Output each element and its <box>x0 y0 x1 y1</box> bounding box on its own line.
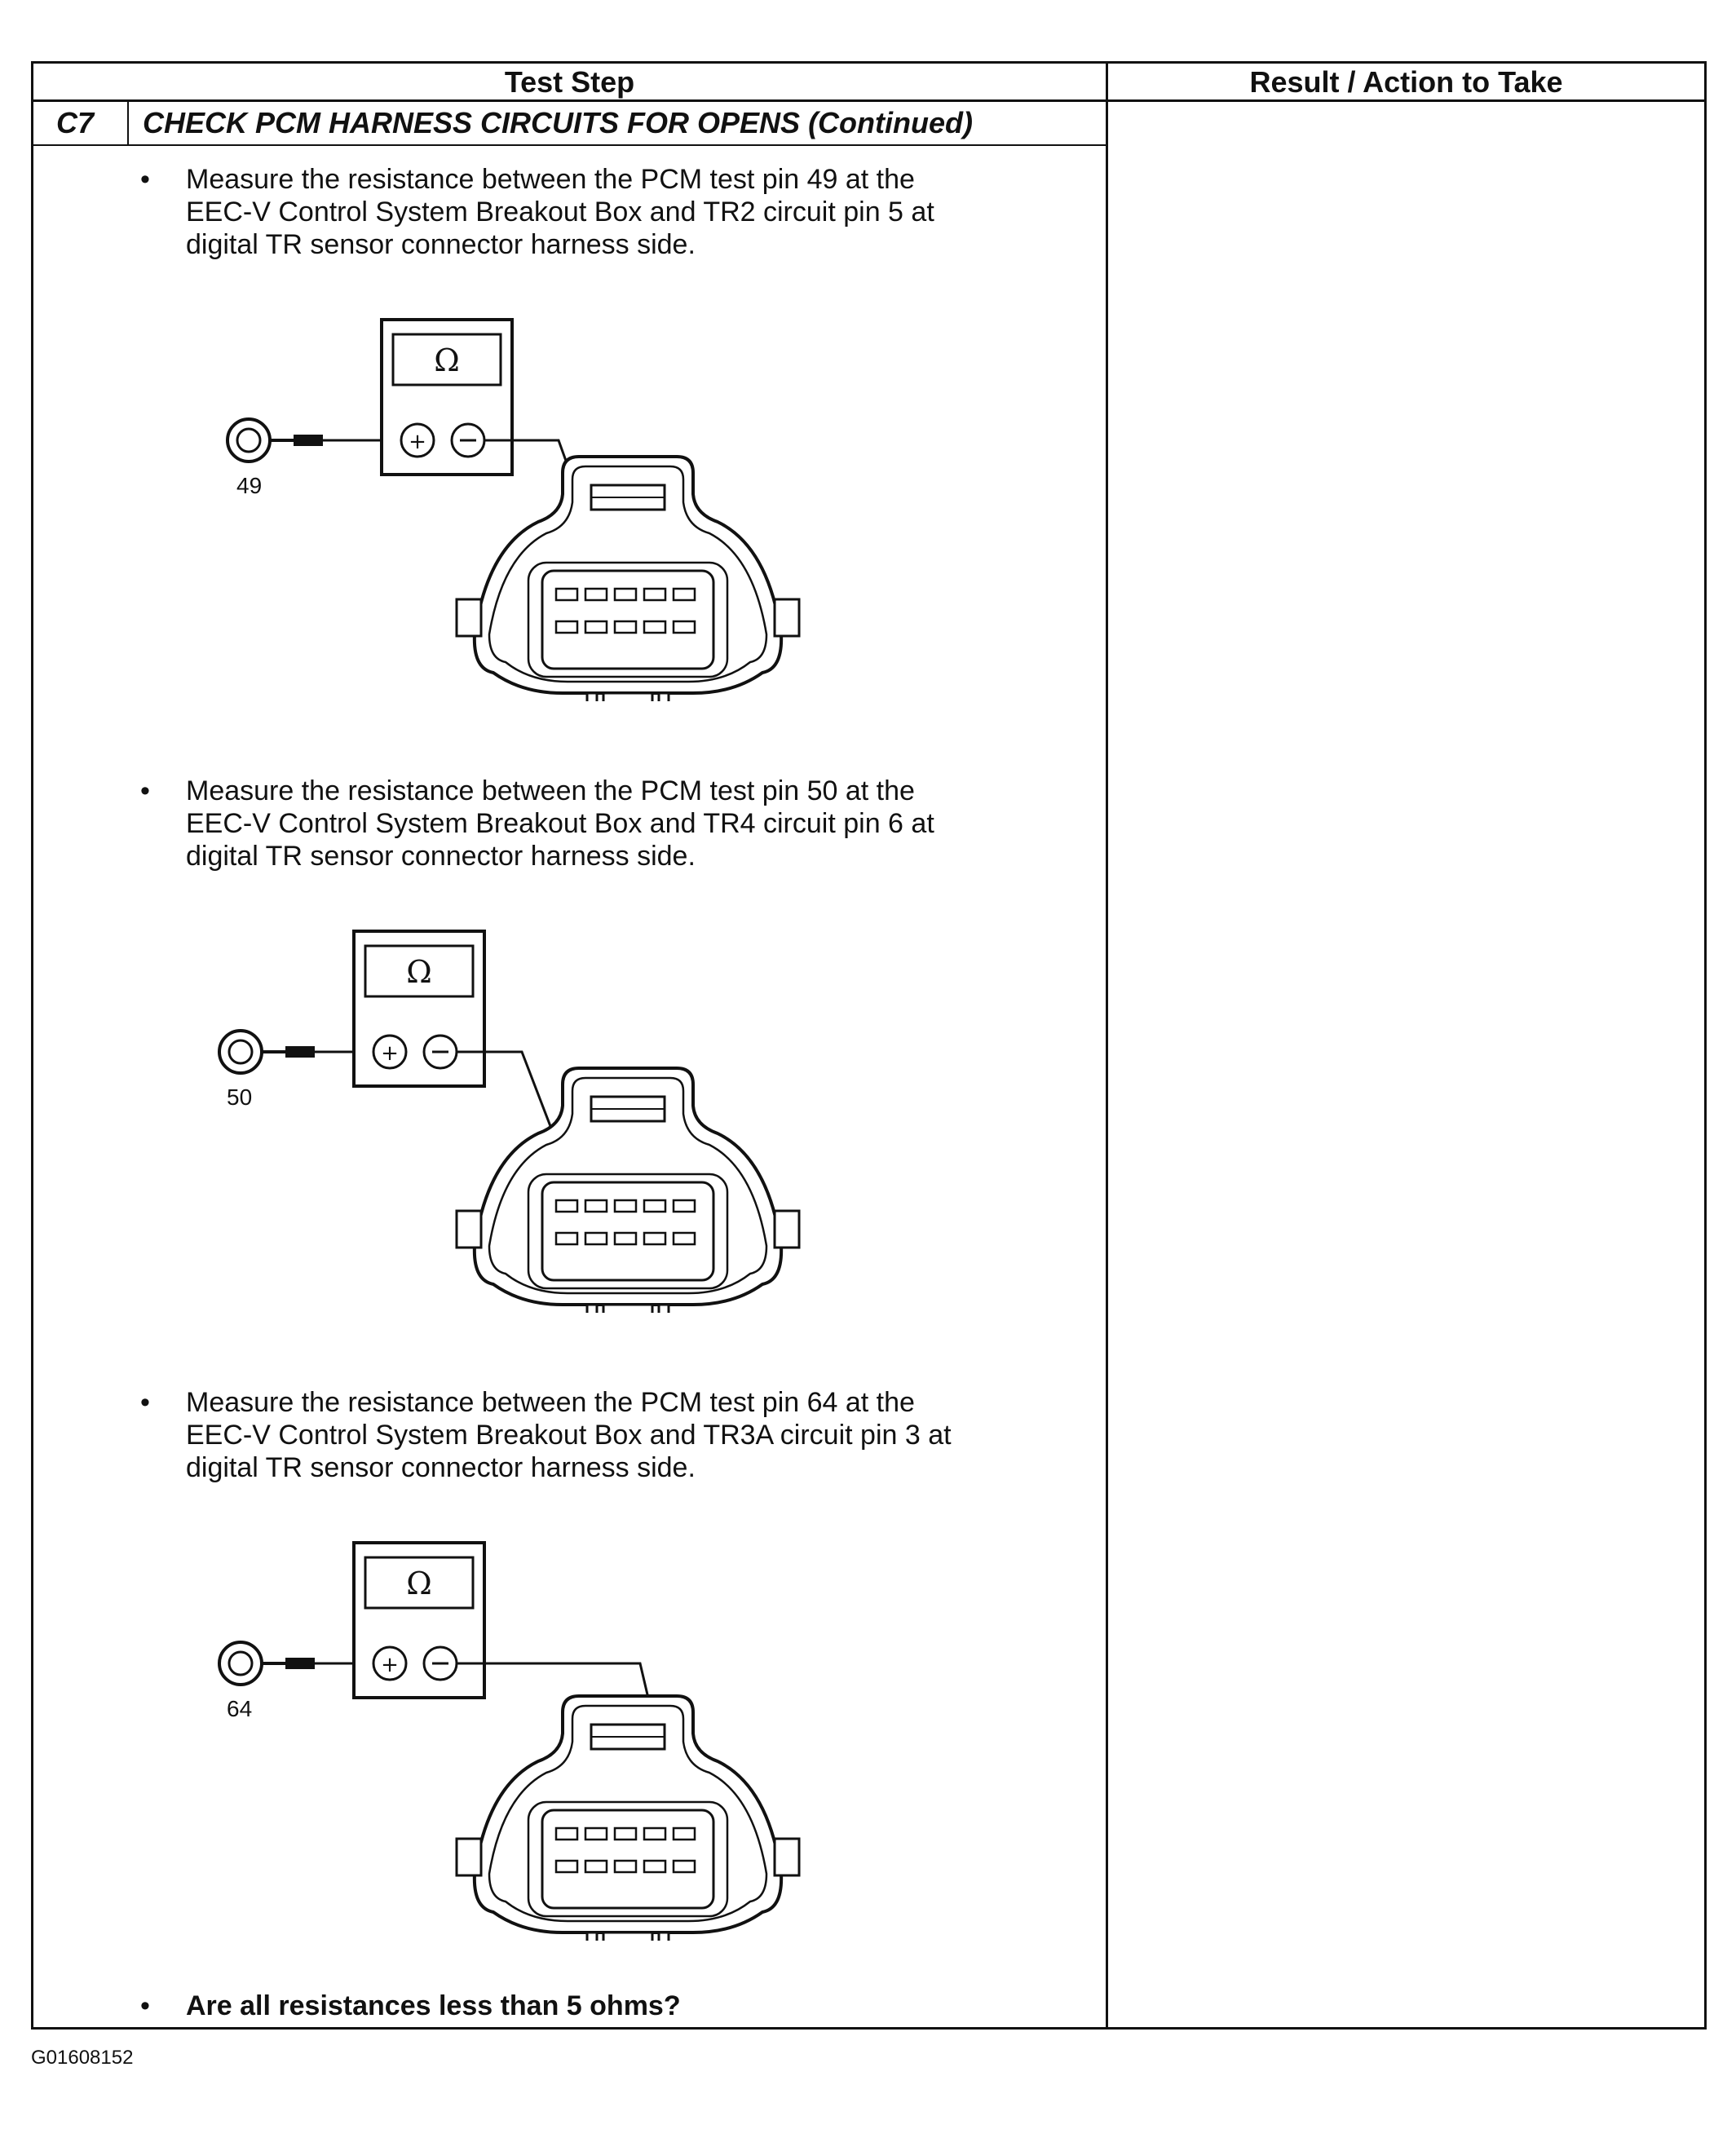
bullet-dot: • <box>140 1387 150 1418</box>
step-id-divider <box>127 99 129 145</box>
header-divider <box>33 99 1704 102</box>
svg-text:+: + <box>381 1041 399 1066</box>
step-id: C7 <box>56 106 95 139</box>
figure-id: G01608152 <box>31 2047 134 2069</box>
tr-sensor-connector-icon <box>457 457 799 701</box>
ohmmeter-connector-diagram <box>204 921 856 1313</box>
pin-label: 64 <box>227 1696 253 1721</box>
test-pin-terminal-icon <box>219 1642 354 1685</box>
svg-text:+: + <box>381 1653 399 1677</box>
header-test-step: Test Step <box>504 65 635 99</box>
ohmmeter-connector-diagram <box>204 1533 856 1941</box>
meter-display: Ω <box>434 342 460 378</box>
bullet-dot: • <box>140 164 150 195</box>
ohmmeter-connector-diagram <box>212 310 864 701</box>
step-title-divider <box>33 144 1106 146</box>
column-divider <box>1106 64 1108 2027</box>
bullet-dot: • <box>140 775 150 806</box>
step-1-diagram <box>212 310 864 705</box>
step-3-text: Measure the resistance between the PCM test pin 64 at the EEC-V Control System Breakout Box and TR3A circuit pin 3 at digital TR sensor connector harness side. <box>186 1387 952 1483</box>
final-question: Are all resistances less than 5 ohms? <box>186 1990 681 2021</box>
ohmmeter-icon <box>382 320 512 475</box>
step-title: CHECK PCM HARNESS CIRCUITS FOR OPENS (Continued) <box>143 106 974 139</box>
step-1-text: Measure the resistance between the PCM test pin 49 at the EEC-V Control System Breakout Box and TR2 circuit pin 5 at digital TR sensor connector harness side. <box>186 164 934 260</box>
step-2-diagram <box>204 921 856 1317</box>
ohmmeter-icon <box>354 1543 484 1698</box>
test-pin-terminal-icon <box>219 1031 354 1073</box>
step-2-text: Measure the resistance between the PCM test pin 50 at the EEC-V Control System Breakout Box and TR4 circuit pin 6 at digital TR sensor connector harness side. <box>186 775 934 872</box>
tr-sensor-connector-icon <box>457 1068 799 1313</box>
meter-display: Ω <box>406 1566 432 1601</box>
pin-label: 49 <box>236 473 263 498</box>
bullet-dot: • <box>140 1990 150 2021</box>
ohmmeter-icon <box>354 931 484 1086</box>
header-result-action: Result / Action to Take <box>1249 65 1563 99</box>
test-pin-terminal-icon <box>227 419 382 462</box>
meter-display: Ω <box>406 954 432 990</box>
svg-text:+: + <box>409 430 426 454</box>
tr-sensor-connector-icon <box>457 1696 799 1941</box>
pin-label: 50 <box>227 1084 253 1110</box>
step-3-diagram <box>204 1533 856 1945</box>
